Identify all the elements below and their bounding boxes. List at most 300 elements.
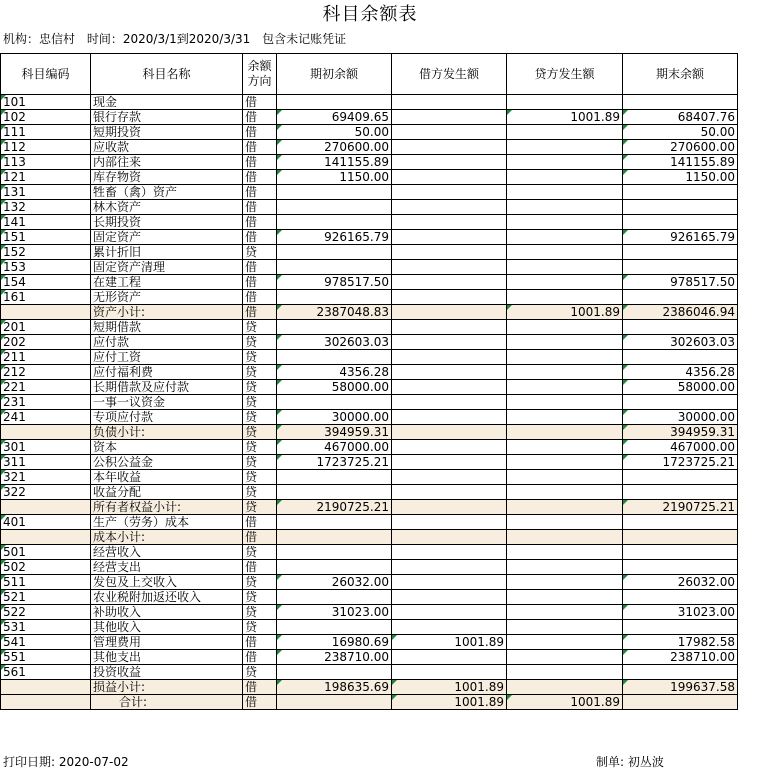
cell-debit	[392, 410, 507, 425]
report-subtitle	[3, 31, 354, 47]
cell-name: 固定资产	[91, 230, 243, 245]
table-row	[1, 125, 738, 140]
table-row	[1, 545, 738, 560]
cell-name: 经营支出	[91, 560, 243, 575]
col-header-direction: 余额方向	[243, 54, 277, 95]
cell-code: 154	[1, 275, 91, 290]
cell-debit	[392, 335, 507, 350]
cell-name: 林木资产	[91, 200, 243, 215]
cell-opening	[277, 515, 392, 530]
cell-name: 在建工程	[91, 275, 243, 290]
cell-code: 201	[1, 320, 91, 335]
table-row	[1, 95, 738, 110]
cell-closing	[623, 350, 738, 365]
org-info	[3, 32, 75, 46]
cell-opening	[277, 695, 392, 710]
cell-code: 202	[1, 335, 91, 350]
cell-opening	[277, 245, 392, 260]
cell-debit	[392, 170, 507, 185]
cell-opening: 238710.00	[277, 650, 392, 665]
cell-name: 长期借款及应付款	[91, 380, 243, 395]
cell-closing: 302603.03	[623, 335, 738, 350]
cell-credit	[507, 395, 623, 410]
cell-direction: 借	[243, 140, 277, 155]
cell-direction: 贷	[243, 245, 277, 260]
cell-direction: 贷	[243, 620, 277, 635]
cell-closing: 978517.50	[623, 275, 738, 290]
cell-credit	[507, 410, 623, 425]
cell-debit	[392, 320, 507, 335]
cell-closing	[623, 665, 738, 680]
cell-direction: 借	[243, 530, 277, 545]
cell-code: 401	[1, 515, 91, 530]
cell-code: 121	[1, 170, 91, 185]
cell-code: 301	[1, 440, 91, 455]
cell-credit	[507, 470, 623, 485]
cell-direction: 贷	[243, 575, 277, 590]
table-row	[1, 215, 738, 230]
cell-credit	[507, 155, 623, 170]
table-row	[1, 470, 738, 485]
table-row	[1, 485, 738, 500]
cell-opening: 978517.50	[277, 275, 392, 290]
cell-credit: 1001.89	[507, 695, 623, 710]
cell-direction: 贷	[243, 365, 277, 380]
cell-name: 补助收入	[91, 605, 243, 620]
cell-opening	[277, 320, 392, 335]
cell-code: 132	[1, 200, 91, 215]
cell-closing	[623, 260, 738, 275]
cell-credit	[507, 500, 623, 515]
subtotal-row	[1, 305, 738, 320]
time-label: 时间：	[86, 32, 123, 46]
cell-code: 102	[1, 110, 91, 125]
cell-debit	[392, 95, 507, 110]
cell-code: 322	[1, 485, 91, 500]
cell-code: 511	[1, 575, 91, 590]
cell-direction: 借	[243, 260, 277, 275]
cell-name: 生产（劳务）成本	[91, 515, 243, 530]
cell-credit	[507, 515, 623, 530]
cell-code: 131	[1, 185, 91, 200]
cell-opening	[277, 530, 392, 545]
cell-name: 资产小计:	[91, 305, 243, 320]
cell-closing	[623, 545, 738, 560]
cell-opening: 1150.00	[277, 170, 392, 185]
cell-debit	[392, 470, 507, 485]
cell-debit	[392, 515, 507, 530]
cell-closing: 270600.00	[623, 140, 738, 155]
cell-name: 一事一议资金	[91, 395, 243, 410]
cell-closing	[623, 215, 738, 230]
table-row	[1, 290, 738, 305]
cell-debit	[392, 245, 507, 260]
cell-debit	[392, 125, 507, 140]
cell-opening: 50.00	[277, 125, 392, 140]
cell-code: 311	[1, 455, 91, 470]
cell-closing	[623, 590, 738, 605]
cell-credit	[507, 575, 623, 590]
cell-code: 161	[1, 290, 91, 305]
table-row	[1, 395, 738, 410]
cell-name: 长期投资	[91, 215, 243, 230]
print-date-label: 打印日期:	[3, 755, 56, 769]
cell-direction: 借	[243, 170, 277, 185]
cell-credit	[507, 440, 623, 455]
col-header-closing: 期末余额	[623, 54, 738, 95]
cell-direction: 借	[243, 155, 277, 170]
cell-name: 收益分配	[91, 485, 243, 500]
col-header-code: 科目编码	[1, 54, 91, 95]
table-row	[1, 335, 738, 350]
cell-debit	[392, 425, 507, 440]
cell-opening: 2190725.21	[277, 500, 392, 515]
cell-direction: 借	[243, 650, 277, 665]
col-header-name: 科目名称	[91, 54, 243, 95]
cell-opening: 31023.00	[277, 605, 392, 620]
subtotal-row	[1, 530, 738, 545]
cell-name: 公积公益金	[91, 455, 243, 470]
cell-debit	[392, 605, 507, 620]
cell-code: 211	[1, 350, 91, 365]
cell-debit	[392, 395, 507, 410]
cell-name: 应付工资	[91, 350, 243, 365]
cell-name: 投资收益	[91, 665, 243, 680]
print-date	[3, 755, 129, 769]
cell-name: 应付福利费	[91, 365, 243, 380]
cell-closing: 31023.00	[623, 605, 738, 620]
cell-name: 经营收入	[91, 545, 243, 560]
cell-opening	[277, 620, 392, 635]
cell-debit	[392, 365, 507, 380]
cell-opening: 1723725.21	[277, 455, 392, 470]
cell-name: 负债小计:	[91, 425, 243, 440]
cell-code: 153	[1, 260, 91, 275]
cell-closing	[623, 95, 738, 110]
cell-code: 101	[1, 95, 91, 110]
subtotal-row	[1, 680, 738, 695]
cell-credit	[507, 560, 623, 575]
cell-code: 241	[1, 410, 91, 425]
cell-direction: 借	[243, 515, 277, 530]
cell-credit	[507, 665, 623, 680]
cell-opening: 16980.69	[277, 635, 392, 650]
cell-debit	[392, 140, 507, 155]
col-header-credit: 贷方发生额	[507, 54, 623, 95]
cell-code: 231	[1, 395, 91, 410]
cell-credit	[507, 425, 623, 440]
cell-code	[1, 425, 91, 440]
cell-credit	[507, 245, 623, 260]
cell-name: 合计:	[91, 695, 243, 710]
cell-code	[1, 680, 91, 695]
cell-credit	[507, 365, 623, 380]
cell-debit	[392, 230, 507, 245]
cell-debit	[392, 260, 507, 275]
cell-debit	[392, 545, 507, 560]
cell-closing: 141155.89	[623, 155, 738, 170]
cell-debit: 1001.89	[392, 695, 507, 710]
cell-code: 141	[1, 215, 91, 230]
cell-credit	[507, 125, 623, 140]
cell-debit	[392, 350, 507, 365]
table-row	[1, 140, 738, 155]
table-row	[1, 365, 738, 380]
cell-code: 521	[1, 590, 91, 605]
cell-closing	[623, 320, 738, 335]
org-label: 机构：	[3, 32, 40, 46]
maker-label: 制单:	[596, 755, 625, 769]
subtotal-row	[1, 695, 738, 710]
cell-direction: 贷	[243, 410, 277, 425]
cell-debit	[392, 440, 507, 455]
cell-direction: 贷	[243, 380, 277, 395]
table-row	[1, 200, 738, 215]
cell-direction: 贷	[243, 335, 277, 350]
cell-name: 牲畜（禽）资产	[91, 185, 243, 200]
org-value: 忠信村	[39, 32, 76, 46]
cell-closing	[623, 290, 738, 305]
cell-credit	[507, 200, 623, 215]
cell-direction: 借	[243, 215, 277, 230]
table-row	[1, 185, 738, 200]
cell-credit	[507, 680, 623, 695]
cell-debit	[392, 275, 507, 290]
cell-name: 其他收入	[91, 620, 243, 635]
cell-closing: 17982.58	[623, 635, 738, 650]
col-header-debit: 借方发生额	[392, 54, 507, 95]
cell-direction: 借	[243, 110, 277, 125]
cell-code	[1, 695, 91, 710]
cell-closing	[623, 695, 738, 710]
col-header-opening: 期初余额	[277, 54, 392, 95]
cell-code: 152	[1, 245, 91, 260]
cell-opening	[277, 665, 392, 680]
cell-direction: 贷	[243, 395, 277, 410]
cell-debit	[392, 560, 507, 575]
cell-direction: 借	[243, 200, 277, 215]
maker	[596, 755, 664, 769]
cell-opening	[277, 590, 392, 605]
cell-closing	[623, 515, 738, 530]
cell-opening: 26032.00	[277, 575, 392, 590]
cell-debit	[392, 575, 507, 590]
cell-closing: 394959.31	[623, 425, 738, 440]
cell-credit	[507, 335, 623, 350]
table-row	[1, 245, 738, 260]
cell-name: 固定资产清理	[91, 260, 243, 275]
table-row	[1, 155, 738, 170]
cell-direction: 借	[243, 695, 277, 710]
table-row	[1, 380, 738, 395]
cell-name: 短期借款	[91, 320, 243, 335]
cell-direction: 贷	[243, 455, 277, 470]
cell-code: 112	[1, 140, 91, 155]
cell-name: 其他支出	[91, 650, 243, 665]
cell-name: 所有者权益小计:	[91, 500, 243, 515]
cell-opening	[277, 260, 392, 275]
cell-opening	[277, 395, 392, 410]
cell-closing: 199637.58	[623, 680, 738, 695]
cell-debit	[392, 530, 507, 545]
table-row	[1, 320, 738, 335]
cell-direction: 借	[243, 680, 277, 695]
cell-credit	[507, 590, 623, 605]
cell-closing	[623, 245, 738, 260]
table-row	[1, 440, 738, 455]
cell-closing	[623, 530, 738, 545]
cell-opening: 2387048.83	[277, 305, 392, 320]
cell-debit	[392, 185, 507, 200]
cell-closing: 30000.00	[623, 410, 738, 425]
cell-name: 内部往来	[91, 155, 243, 170]
cell-closing: 2190725.21	[623, 500, 738, 515]
cell-direction: 贷	[243, 590, 277, 605]
cell-closing: 26032.00	[623, 575, 738, 590]
cell-name: 库存物资	[91, 170, 243, 185]
cell-direction: 借	[243, 560, 277, 575]
header-row	[1, 54, 738, 95]
cell-debit	[392, 380, 507, 395]
cell-credit	[507, 350, 623, 365]
cell-direction: 贷	[243, 320, 277, 335]
cell-code	[1, 305, 91, 320]
cell-debit	[392, 200, 507, 215]
cell-credit	[507, 635, 623, 650]
ledger-body	[1, 95, 738, 710]
cell-code	[1, 530, 91, 545]
cell-closing: 926165.79	[623, 230, 738, 245]
cell-debit	[392, 485, 507, 500]
table-row	[1, 575, 738, 590]
cell-opening: 4356.28	[277, 365, 392, 380]
cell-direction: 借	[243, 275, 277, 290]
cell-closing: 1150.00	[623, 170, 738, 185]
cell-closing	[623, 560, 738, 575]
cell-direction: 贷	[243, 440, 277, 455]
cell-credit: 1001.89	[507, 110, 623, 125]
cell-closing: 467000.00	[623, 440, 738, 455]
cell-direction: 贷	[243, 605, 277, 620]
cell-opening	[277, 215, 392, 230]
cell-debit	[392, 215, 507, 230]
cell-code: 111	[1, 125, 91, 140]
cell-closing: 4356.28	[623, 365, 738, 380]
cell-closing	[623, 200, 738, 215]
maker-value: 初丛波	[627, 755, 664, 769]
cell-opening: 58000.00	[277, 380, 392, 395]
cell-name: 成本小计:	[91, 530, 243, 545]
cell-credit	[507, 275, 623, 290]
cell-debit	[392, 290, 507, 305]
cell-closing	[623, 185, 738, 200]
cell-direction: 借	[243, 290, 277, 305]
include-note: 包含未记账凭证	[262, 32, 347, 46]
cell-opening	[277, 485, 392, 500]
cell-direction: 贷	[243, 470, 277, 485]
cell-credit	[507, 620, 623, 635]
table-row	[1, 260, 738, 275]
cell-name: 农业税附加返还收入	[91, 590, 243, 605]
cell-name: 发包及上交收入	[91, 575, 243, 590]
cell-direction: 借	[243, 635, 277, 650]
cell-opening	[277, 350, 392, 365]
cell-credit	[507, 605, 623, 620]
cell-closing: 2386046.94	[623, 305, 738, 320]
cell-code: 502	[1, 560, 91, 575]
cell-closing: 238710.00	[623, 650, 738, 665]
cell-name: 无形资产	[91, 290, 243, 305]
cell-direction: 贷	[243, 425, 277, 440]
cell-debit	[392, 305, 507, 320]
cell-opening: 30000.00	[277, 410, 392, 425]
cell-direction: 借	[243, 125, 277, 140]
cell-name: 现金	[91, 95, 243, 110]
table-row	[1, 635, 738, 650]
table-row	[1, 230, 738, 245]
table-row	[1, 275, 738, 290]
cell-debit	[392, 665, 507, 680]
cell-code: 151	[1, 230, 91, 245]
report-title: 科目余额表	[322, 4, 418, 25]
cell-debit: 1001.89	[392, 635, 507, 650]
cell-debit	[392, 650, 507, 665]
cell-debit	[392, 500, 507, 515]
table-row	[1, 650, 738, 665]
cell-direction: 借	[243, 305, 277, 320]
subtotal-row	[1, 425, 738, 440]
cell-name: 应付款	[91, 335, 243, 350]
cell-opening: 198635.69	[277, 680, 392, 695]
cell-credit	[507, 260, 623, 275]
cell-closing: 1723725.21	[623, 455, 738, 470]
table-row	[1, 110, 738, 125]
cell-opening: 69409.65	[277, 110, 392, 125]
cell-credit	[507, 545, 623, 560]
cell-name: 银行存款	[91, 110, 243, 125]
cell-debit	[392, 110, 507, 125]
cell-code: 561	[1, 665, 91, 680]
cell-name: 应收款	[91, 140, 243, 155]
cell-closing: 68407.76	[623, 110, 738, 125]
cell-name: 本年收益	[91, 470, 243, 485]
cell-closing	[623, 620, 738, 635]
table-row	[1, 560, 738, 575]
cell-credit	[507, 185, 623, 200]
cell-opening	[277, 470, 392, 485]
cell-debit: 1001.89	[392, 680, 507, 695]
cell-debit	[392, 155, 507, 170]
cell-direction: 贷	[243, 500, 277, 515]
cell-credit	[507, 380, 623, 395]
cell-name: 短期投资	[91, 125, 243, 140]
cell-opening: 467000.00	[277, 440, 392, 455]
cell-code: 551	[1, 650, 91, 665]
table-row	[1, 620, 738, 635]
cell-direction: 贷	[243, 545, 277, 560]
cell-closing: 50.00	[623, 125, 738, 140]
cell-credit	[507, 485, 623, 500]
cell-closing: 58000.00	[623, 380, 738, 395]
table-row	[1, 665, 738, 680]
cell-opening	[277, 290, 392, 305]
cell-opening	[277, 560, 392, 575]
cell-closing	[623, 395, 738, 410]
cell-name: 损益小计:	[91, 680, 243, 695]
cell-direction: 贷	[243, 485, 277, 500]
cell-credit: 1001.89	[507, 305, 623, 320]
cell-credit	[507, 140, 623, 155]
